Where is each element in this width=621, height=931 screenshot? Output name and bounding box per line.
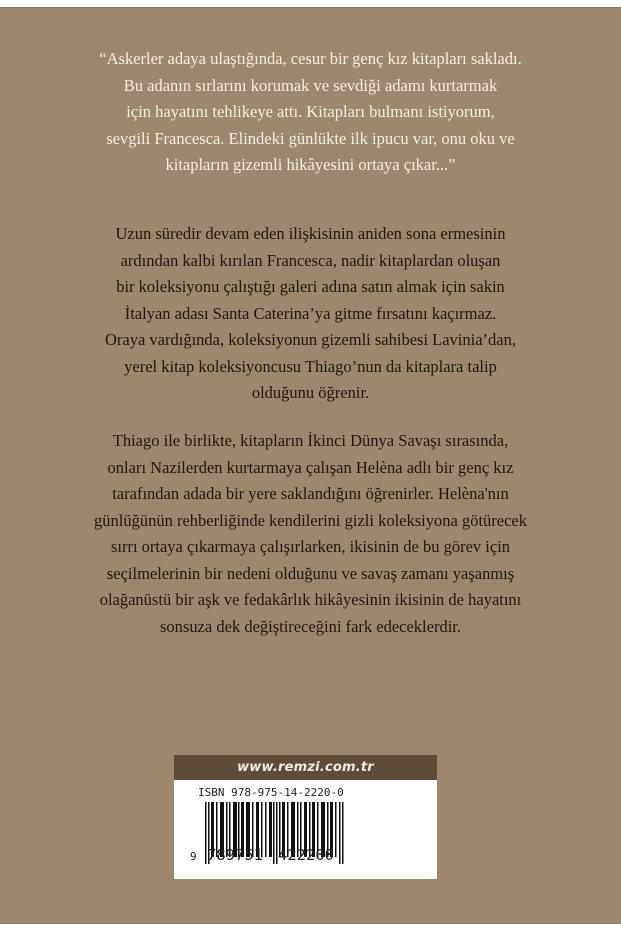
quote-line: için hayatını tehlikeye attı. Kitapları bulmanı istiyorum, xyxy=(126,102,495,121)
isbn-label: ISBN 978-975-14-2220-0 xyxy=(198,786,344,799)
synopsis-line: olduğunu öğrenir. xyxy=(251,383,370,402)
quote-line: “Askerler adaya ulaştığında, cesur bir genç kız kitapları sakladı. xyxy=(99,49,522,68)
synopsis-line: Thiago ile birlikte, kitapların İkinci Dünya Savaşı sırasında, xyxy=(112,431,509,450)
synopsis-line: yerel kitap koleksiyoncusu Thiago’nun da kitaplara talip xyxy=(124,356,497,376)
barcode-digit-group-2: 422200 xyxy=(278,846,334,864)
publisher-url: www.remzi.com.tr xyxy=(237,760,374,775)
barcode-area xyxy=(174,780,437,879)
barcode-lead-digit: 9 xyxy=(190,850,197,863)
book-back-cover xyxy=(0,7,621,924)
synopsis-line: olağanüstü bir aşk ve fedakârlık hikâyesinin ikisinin de hayatını xyxy=(99,590,522,609)
synopsis-line: sırrı ortaya çıkarmaya çalışırlarken, ikisinin de bu görev için xyxy=(110,537,511,556)
synopsis-line: onları Nazilerden kurtarmaya çalışan Helèna adlı bir genç kız xyxy=(107,457,514,477)
synopsis-line: seçilmelerinin bir nedeni olduğunu ve savaş zamanı yaşanmış xyxy=(106,563,515,583)
synopsis-line: İtalyan adası Santa Caterina’ya gitme fırsatını kaçırmaz. xyxy=(124,303,497,323)
synopsis-line: Oraya vardığında, koleksiyonun gizemli sahibesi Lavinia’dan, xyxy=(104,330,516,349)
quote-line: Bu adanın sırlarını korumak ve sevdiği adamı kurtarmak xyxy=(123,75,498,95)
synopsis-line: günlüğünün rehberliğinde kendilerini gizli koleksiyona götürecek xyxy=(93,510,527,530)
synopsis-line: bir koleksiyonu çalıştığı galeri adına satın almak için sakin xyxy=(116,277,505,296)
quote-line: sevgili Francesca. Elindeki günlükte ilk ipucu var, onu oku ve xyxy=(106,128,515,148)
publisher-url-band xyxy=(174,755,437,780)
quote-line: kitapların gizemli hikâyesini ortaya çıkar...” xyxy=(165,155,456,174)
synopsis-paragraph-2 xyxy=(78,428,543,640)
synopsis-line: tarafından adada bir yere saklandığını öğrenirler. Helèna'nın xyxy=(112,484,509,503)
synopsis-line: ardından kalbi kırılan Francesca, nadir kitaplardan oluşan xyxy=(120,250,501,270)
barcode-box xyxy=(174,755,437,880)
synopsis-paragraph-1 xyxy=(82,221,539,407)
pull-quote xyxy=(40,46,581,179)
synopsis-line: Uzun süredir devam eden ilişkisinin aniden sona ermesinin xyxy=(115,224,506,243)
synopsis-line: sonsuza dek değiştireceğini fark edeceklerdir. xyxy=(160,616,461,636)
barcode-digit-group-1: 789751 xyxy=(207,846,263,864)
